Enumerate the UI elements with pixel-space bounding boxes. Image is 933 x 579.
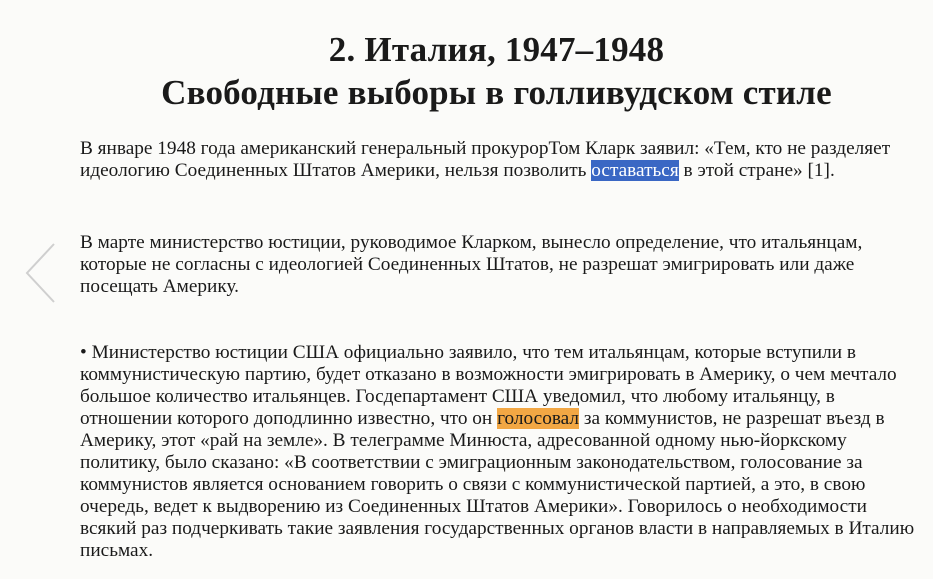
paragraph-3 [80,342,925,562]
paragraph-3-text-end: за коммунистов, не разрешат въезд в Америку, этот «рай на земле». В телеграмме Минюста, адресованной одному нью-йоркскому политику, было сказано: «В соответствии с эмиграционным законодательством, голосование за коммунистов является основанием говорить о связи с коммунистической партией, а это, в свою очередь, ведет к выдворению из Соединенных Штатов Америки». Говорилось о необходимости всякий раз подчеркивать такие заявления государственных органов власти в направляемых в Италию письмах. [80,408,915,561]
title-line-2: Свободные выборы в голливудском стиле [161,73,832,112]
prev-page-button[interactable] [24,242,58,304]
paragraph-1 [80,138,925,182]
paragraph-1-text-start: В январе 1948 года американский генеральный прокурорТом Кларк заявил: «Тем, кто не разделяет идеологию Соединенных Штатов Америки, нельзя позволить [80,138,891,181]
page-title [60,28,933,114]
paragraph-2: В марте министерство юстиции, руководимое Кларком, вынесло определение, что итальянцам, которые не согласны с идеологией Соединенных Штатов, не разрешат эмигрировать или даже посещать Америку. [80,232,863,297]
paragraph-1-text-end: в этой стране» [1]. [678,160,835,181]
highlighted-word[interactable]: голосовал [497,408,580,429]
paragraph-3-text-start: • Министерство юстиции США официально заявило, что тем итальянцам, которые вступили в коммунистическую партию, будет отказано в возможности эмигрировать в Америку, о чем мечтало большое количество итальянцев. Госдепартамент США уведомил, что любому итальянцу, в отношении которого доподлинно известно, что он [80,342,897,429]
selected-word[interactable]: оставаться [591,160,679,181]
chevron-left-icon [24,242,58,304]
title-line-1: 2. Италия, 1947–1948 [328,30,665,69]
